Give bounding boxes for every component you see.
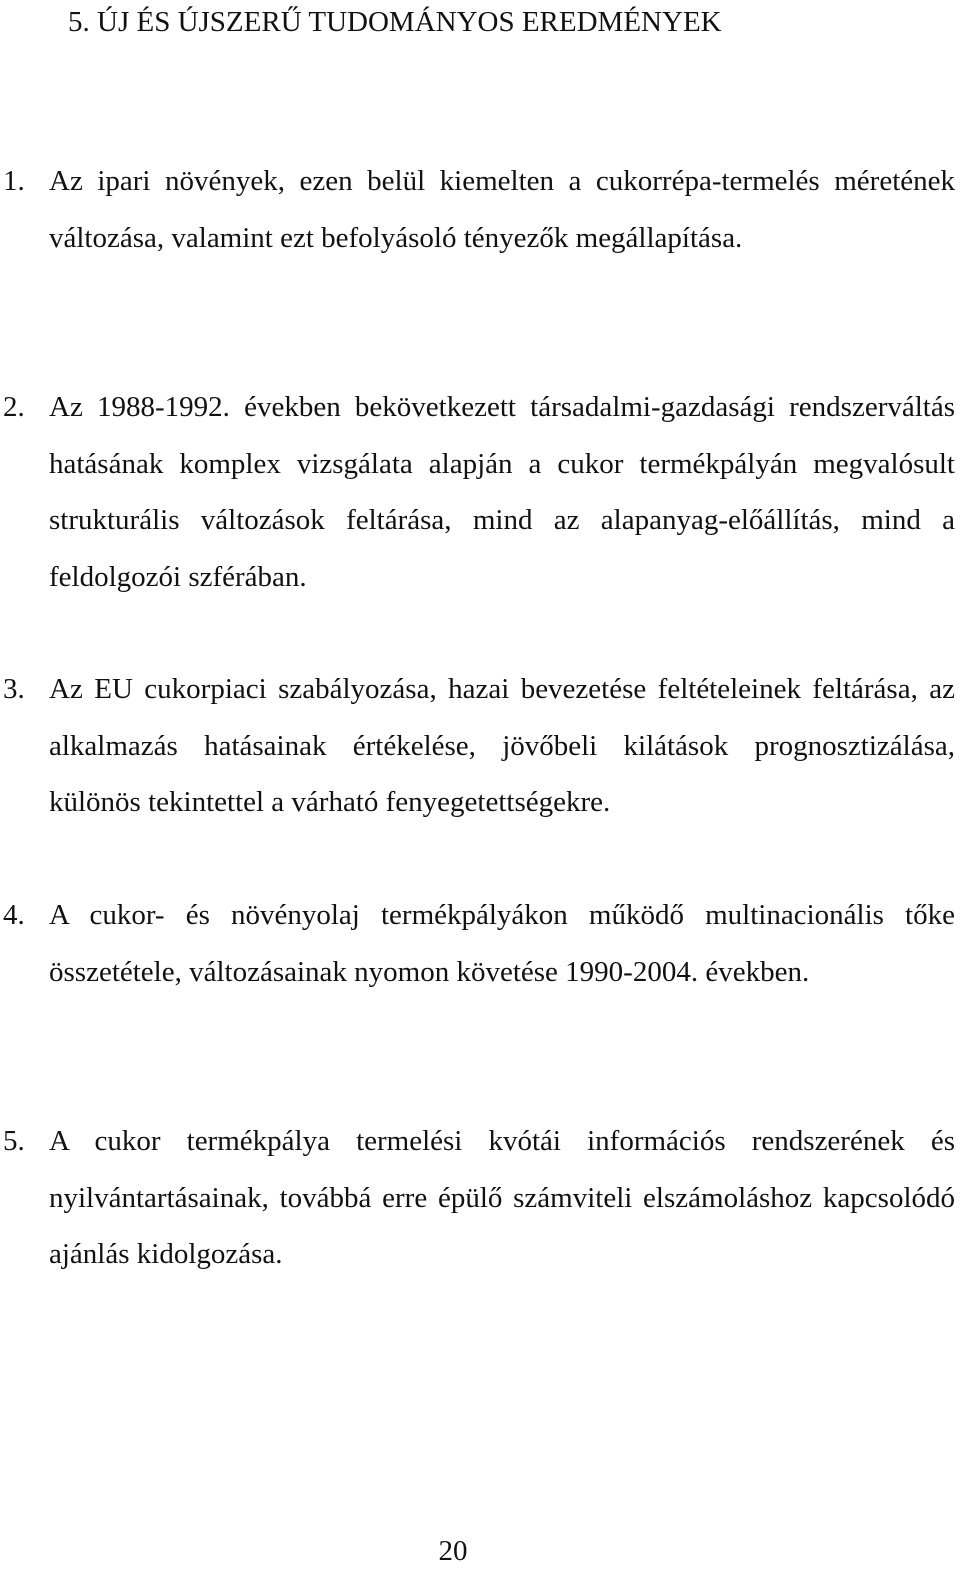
result-item-text: Az EU cukorpiaci szabályozása, hazai bevezetése feltételeinek feltárása, az alkalmazás hatásainak értékelése, jövőbeli kilátások prognosztizálása, különös tekintettel a várható fenyegetettségekre. [49,673,955,818]
result-item-5 [0,1113,955,1283]
result-item-text: Az 1988-1992. években bekövetkezett társadalmi-gazdasági rendszerváltás hatásának komplex vizsgálata alapján a cukor termékpályán megvalósult strukturális változások feltárása, mind az alapanyag-előállítás, mind a feldolgozói szférában. [49,391,955,593]
result-item-1 [0,153,955,266]
result-item-2 [0,379,955,605]
result-item-number: 2. [3,391,25,423]
result-item-number: 5. [3,1125,25,1157]
result-item-3 [0,661,955,831]
result-item-number: 3. [3,673,25,705]
section-heading: 5. ÚJ ÉS ÚJSZERŰ TUDOMÁNYOS EREDMÉNYEK [68,6,722,38]
result-item-text: A cukor termékpálya termelési kvótái információs rendszerének és nyilvántartásainak, továbbá erre épülő számviteli elszámoláshoz kapcsolódó ajánlás kidolgozása. [49,1125,955,1270]
result-item-4 [0,887,955,1000]
result-item-text: Az ipari növények, ezen belül kiemelten a cukorrépa-termelés méretének változása, valamint ezt befolyásoló tényezők megállapítása. [49,165,955,254]
result-item-number: 4. [3,899,25,931]
page-number: 20 [438,1535,468,1567]
result-item-text: A cukor- és növényolaj termékpályákon működő multinacionális tőke összetétele, változásainak nyomon követése 1990-2004. években. [49,899,955,988]
result-item-number: 1. [3,165,25,197]
